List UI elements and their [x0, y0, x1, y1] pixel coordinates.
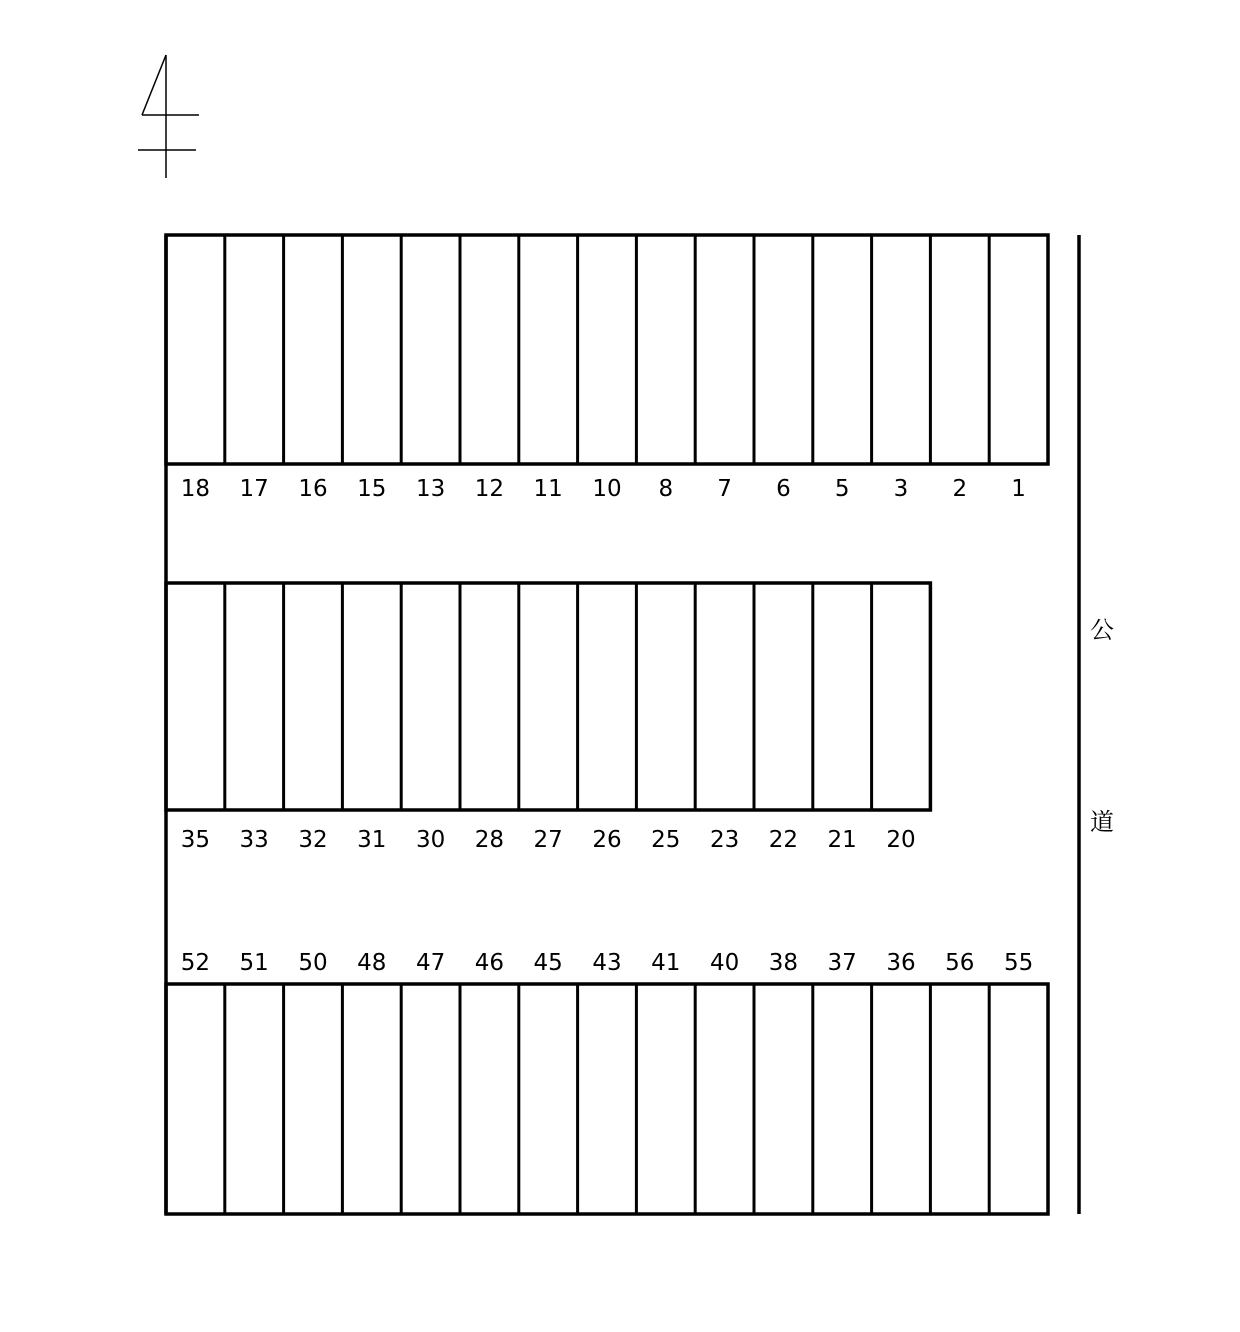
stall-number-33: 33	[239, 827, 269, 853]
stall-number-56: 56	[945, 950, 975, 976]
stall-number-18: 18	[180, 476, 211, 502]
stall-number-10: 10	[592, 476, 622, 502]
stall-number-16: 16	[298, 476, 328, 502]
north-arrow-icon	[138, 55, 199, 178]
stall-number-1: 1	[1011, 476, 1026, 502]
stall-number-36: 36	[886, 950, 916, 976]
stall-number-27: 27	[533, 827, 563, 853]
stall-number-47: 47	[415, 950, 446, 976]
stall-number-13: 13	[415, 476, 446, 502]
stall-number-38: 38	[768, 950, 799, 976]
stall-number-31: 31	[357, 827, 387, 853]
stall-number-5: 5	[834, 476, 850, 502]
stall-number-46: 46	[474, 950, 505, 976]
stall-number-21: 21	[827, 827, 857, 853]
stall-number-35: 35	[180, 827, 211, 853]
stall-number-45: 45	[533, 950, 563, 976]
stall-number-15: 15	[357, 476, 387, 502]
stall-number-41: 41	[651, 950, 681, 976]
stall-number-12: 12	[474, 476, 505, 502]
stall-number-23: 23	[709, 827, 740, 853]
stall-number-51: 51	[239, 950, 269, 976]
stall-number-48: 48	[357, 950, 387, 976]
stall-number-37: 37	[827, 950, 857, 976]
parking-row-middle	[166, 583, 930, 853]
parking-row-bottom	[166, 950, 1048, 1214]
stall-number-26: 26	[592, 827, 622, 853]
stall-number-25: 25	[651, 827, 681, 853]
stall-number-43: 43	[592, 950, 622, 976]
stall-number-2: 2	[952, 476, 968, 502]
stall-number-52: 52	[180, 950, 211, 976]
stall-number-7: 7	[717, 476, 732, 502]
stall-number-22: 22	[768, 827, 799, 853]
road-label-char-2: 道	[1090, 808, 1114, 836]
stall-number-55: 55	[1003, 950, 1034, 976]
row-outline-top	[166, 235, 1048, 464]
stall-number-6: 6	[776, 476, 791, 502]
road-label-char-1: 公	[1090, 616, 1114, 644]
parking-row-top	[166, 235, 1048, 502]
stall-number-3: 3	[893, 476, 909, 502]
stall-number-28: 28	[474, 827, 505, 853]
stall-number-50: 50	[298, 950, 328, 976]
row-outline-middle	[166, 583, 930, 810]
row-outline-bottom	[166, 984, 1048, 1214]
stall-number-11: 11	[533, 476, 563, 502]
stall-number-20: 20	[886, 827, 916, 853]
stall-number-8: 8	[658, 476, 674, 502]
stall-number-17: 17	[239, 476, 269, 502]
stall-number-30: 30	[415, 827, 446, 853]
stall-number-40: 40	[709, 950, 740, 976]
stall-number-32: 32	[298, 827, 328, 853]
